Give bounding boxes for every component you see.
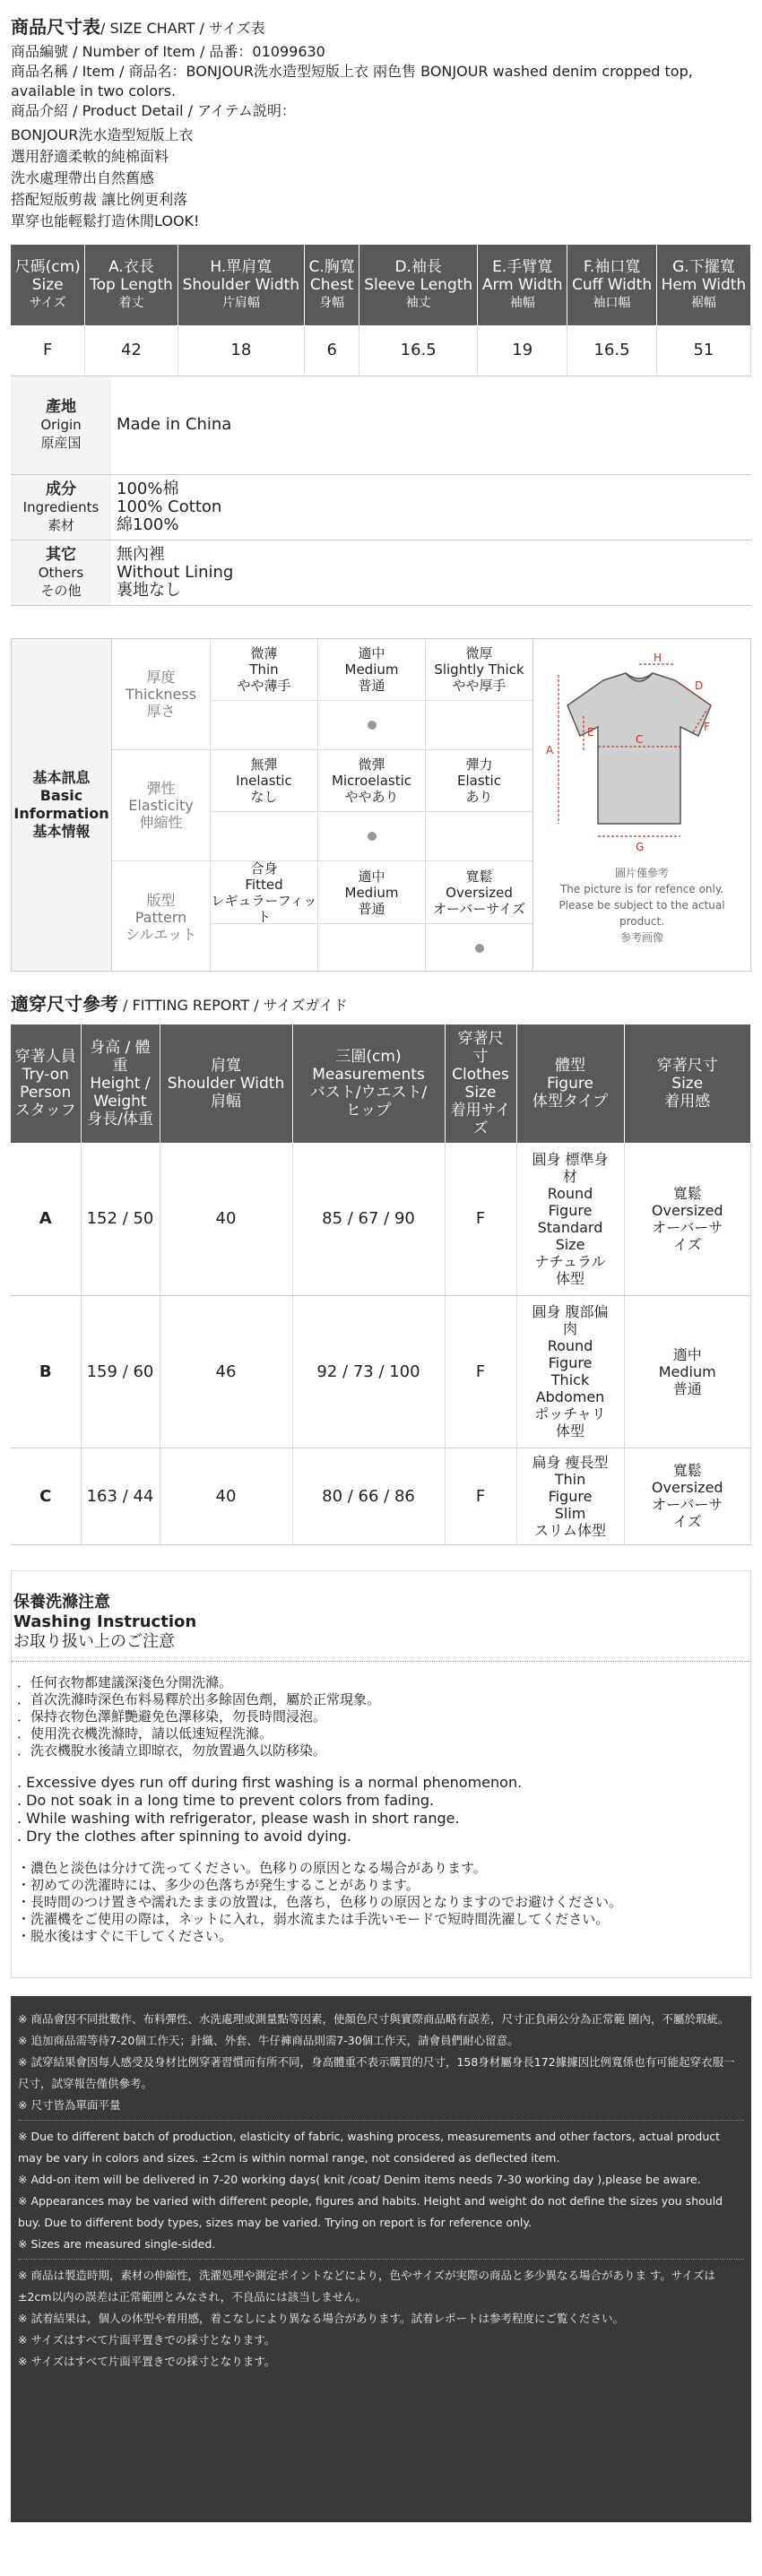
fit-cell-hw: 159 / 60 bbox=[81, 1295, 160, 1448]
item-number: 商品編號 / Number of Item / 品番：01099630 bbox=[11, 43, 325, 60]
notice-line: ※ 商品は製造時期，素材の伸縮性，洗濯処理や測定ポイントなどにより，色やサイズが実際の商品と多少異なる場合がありま す。サイズは±2cm以内の誤差は正常範囲とみなされ，不良品には該当しません。 bbox=[18, 2268, 715, 2304]
item-name: 商品名稱 / Item / 商品名：BONJOUR洗水造型短版上衣 兩色售 BONJOUR washed denim cropped top, bbox=[11, 63, 693, 80]
size-header-1: A.衣長 Top Length 着丈 bbox=[85, 245, 178, 325]
size-chart-title-en: / SIZE CHART / サイズ表 bbox=[100, 20, 265, 37]
fit-header-1: 身高 / 體重 Height / Weight 身長/体重 bbox=[81, 1024, 160, 1143]
size-cell: 6 bbox=[305, 325, 359, 376]
notice-line: ※ Appearances may be varied with different people, figures and habits. Height and weight do not define the sizes you should buy. Due to different body types, sizes may be varied. Trying on report is for reference only. bbox=[18, 2193, 723, 2229]
ingredients-label: 成分 Ingredients 素材 bbox=[11, 475, 111, 540]
notice-line: ※ 商品會因不同批數作、布料彈性、水洗處理或測量點等因素，使顏色尺寸與實際商品略有誤差，尺寸正負兩公分為正常範 圍內，不屬於瑕疵。 bbox=[18, 2011, 730, 2026]
fit-row bbox=[11, 1143, 751, 1295]
size-cell: 18 bbox=[178, 325, 305, 376]
washing-line: ・脱水後はすぐに干してください。 bbox=[17, 1927, 233, 1944]
basic-option: 無彈 Inelastic なし bbox=[211, 750, 318, 811]
fit-cell-person: B bbox=[11, 1295, 81, 1448]
fit-cell-person: C bbox=[11, 1448, 81, 1544]
fit-cell-meas: 92 / 73 / 100 bbox=[292, 1295, 445, 1448]
washing-line: . Do not soak in a long time to prevent colors from fading. bbox=[17, 1791, 435, 1809]
label-c: C bbox=[636, 733, 644, 746]
notice-line: ※ 試穿結果會因每人感受及身材比例穿著習慣而有所不同，身高體重不表示購買的尺寸，158身材屬身長172據據因比例寬係也有可能起穿衣服一尺寸，試穿報告僅供參考。 bbox=[18, 2054, 735, 2090]
fit-cell-size: F bbox=[445, 1143, 516, 1295]
label-g: G bbox=[636, 841, 645, 853]
size-header-4: D.袖長 Sleeve Length 袖丈 bbox=[359, 245, 478, 325]
washing-zh bbox=[12, 1674, 750, 1759]
notice-line: ※ 追加商品需等待7-20個工作天；針織、外套、牛仔褲商品則需7-30個工作天，請會員們耐心留意。 bbox=[18, 2033, 519, 2047]
material-info bbox=[11, 376, 751, 607]
notice-line: ※ Due to different batch of production, elasticity of fabric, washing process, measurements and other factors, actual product may be vary in colors and sizes. ±2cm is within normal range, not considered as deflected item. bbox=[18, 2129, 721, 2165]
size-header-3: C.胸寬 Chest 身幅 bbox=[305, 245, 359, 325]
size-cell: 19 bbox=[478, 325, 567, 376]
basic-option: 合身 Fitted レギュラーフィット bbox=[211, 860, 317, 925]
fit-cell-size: F bbox=[445, 1448, 516, 1544]
fit-cell-fit: 寬鬆 Oversized オーバーサ イズ bbox=[624, 1143, 751, 1295]
washing-line: ・濃色と淡色は分けて洗ってください。色移りの原因となる場合があります。 bbox=[17, 1859, 487, 1876]
notice-line: ※ サイズはすべて片面平置きでの採寸となります。 bbox=[18, 2354, 276, 2368]
basic-row-0 bbox=[112, 639, 533, 750]
image-note: 圖片僅參考 The picture is for refence only. Please be subject to the actual product. 参考画像 bbox=[559, 867, 725, 944]
notice-line: ※ 試着結果は，個人の体型や着用感，着こなしにより異なる場合があります。試着レポートは参考程度にご覧ください。 bbox=[18, 2311, 624, 2325]
label-d: D bbox=[695, 679, 704, 692]
notice-line: ※ Sizes are measured single-sided. bbox=[18, 2236, 216, 2251]
fit-cell-size: F bbox=[445, 1295, 516, 1448]
washing-line: . Excessive dyes run off during first washing is a normal phenomenon. bbox=[17, 1773, 523, 1791]
washing-line: . While washing with refrigerator, please wash in short range. bbox=[17, 1809, 460, 1827]
washing-line: ・洗濯機をご使用の際は，ネットに入れ，弱水流または手洗いモードで短時間洗濯してください。 bbox=[17, 1910, 610, 1927]
basic-info-label: 基本訊息 Basic Information 基本情報 bbox=[12, 639, 112, 971]
washing-line: ．保持衣物色澤鮮艷避免色澤移染，勿長時間浸泡。 bbox=[17, 1707, 327, 1725]
basic-option: 寬鬆 Oversized オーバーサイズ bbox=[432, 868, 526, 917]
size-cell: 16.5 bbox=[359, 325, 478, 376]
fit-cell-shoulder: 40 bbox=[160, 1143, 292, 1295]
washing-ja bbox=[12, 1860, 750, 1945]
fit-header-6: 穿著尺寸 Size 着用感 bbox=[624, 1024, 751, 1143]
size-chart-title: 商品尺寸表 bbox=[11, 16, 100, 38]
size-cell: 16.5 bbox=[567, 325, 657, 376]
fitting-title-en: / FITTING REPORT / サイズガイド bbox=[118, 997, 348, 1014]
label-e: E bbox=[587, 726, 594, 739]
basic-option: 適中 Medium 普通 bbox=[318, 639, 426, 700]
fit-row bbox=[11, 1448, 751, 1544]
selected-dot-icon bbox=[475, 944, 484, 953]
item-name-cont: available in two colors. bbox=[11, 82, 177, 99]
size-header-0: 尺碼(cm) Size サイズ bbox=[11, 245, 85, 325]
fit-cell-fit: 適中 Medium 普通 bbox=[624, 1295, 751, 1448]
fit-cell-person: A bbox=[11, 1143, 81, 1295]
fit-cell-fit: 寬鬆 Oversized オーバーサ イズ bbox=[624, 1448, 751, 1544]
notice-line: ※ Add-on item will be delivered in 7-20 working days( knit /coat/ Denim items needs 7-30 working day ),please be aware. bbox=[18, 2172, 701, 2186]
washing-line: ・長時間のつけ置きや濡れたままの放置は，色落ち，色移りの原因となりますのでお避けください。 bbox=[17, 1893, 623, 1910]
washing-line: ・初めての洗濯時には、多少の色落ちが発生することがあります。 bbox=[17, 1876, 420, 1893]
size-header-7: G.下擺寬 Hem Width 裾幅 bbox=[656, 245, 750, 325]
basic-row-label: 彈性 Elasticity 伸縮性 bbox=[112, 750, 211, 860]
others-value: 無內裡 Without Lining 裏地なし bbox=[111, 540, 751, 606]
fit-cell-figure: 圓身 標準身 材 Round Figure Standard Size ナチュラル 体型 bbox=[516, 1143, 624, 1295]
basic-row-1 bbox=[112, 750, 533, 861]
garment-diagram bbox=[533, 639, 750, 971]
basic-row-label: 厚度 Thickness 厚さ bbox=[112, 639, 211, 749]
fit-cell-shoulder: 46 bbox=[160, 1295, 292, 1448]
detail-label: 商品介紹 / Product Detail / アイテム説明： bbox=[11, 102, 296, 119]
notice-panel bbox=[11, 1996, 751, 2522]
size-cell: F bbox=[11, 325, 85, 376]
ingredients-value: 100%棉 100% Cotton 綿100% bbox=[111, 475, 751, 540]
washing-line: ．使用洗衣機洗滌時，請以低速短程洗滌。 bbox=[17, 1725, 273, 1742]
selected-dot-icon bbox=[368, 832, 377, 841]
origin-label: 產地 Origin 原産国 bbox=[11, 376, 111, 475]
fit-cell-meas: 80 / 66 / 86 bbox=[292, 1448, 445, 1544]
selected-dot-icon bbox=[368, 721, 377, 730]
size-header-6: F.袖口寬 Cuff Width 袖口幅 bbox=[567, 245, 657, 325]
fitting-table bbox=[11, 1024, 751, 1545]
washing-line: ．首次洗滌時深色布料易釋於出多餘固色劑，屬於正常現象。 bbox=[17, 1690, 381, 1707]
washing-line: ．洗衣機脫水後請立即晾衣，勿放置過久以防移染。 bbox=[17, 1742, 327, 1759]
fit-header-0: 穿著人員 Try-on Person スタッフ bbox=[11, 1024, 81, 1143]
washing-line: ．任何衣物都建議深淺色分開洗滌。 bbox=[17, 1673, 233, 1690]
fit-cell-hw: 152 / 50 bbox=[81, 1143, 160, 1295]
tshirt-measure-icon bbox=[541, 653, 738, 860]
origin-value: Made in China bbox=[111, 376, 751, 475]
size-header-5: E.手臂寬 Arm Width 袖幅 bbox=[478, 245, 567, 325]
fitting-title: 適穿尺寸參考 bbox=[11, 993, 118, 1015]
basic-row-label: 版型 Pattern シルエット bbox=[112, 861, 211, 972]
washing-line: . Dry the clothes after spinning to avoid dying. bbox=[17, 1827, 352, 1845]
washing-en bbox=[12, 1774, 750, 1846]
fit-header-2: 肩寬 Shoulder Width 肩幅 bbox=[160, 1024, 292, 1143]
basic-option: 適中 Medium 普通 bbox=[318, 861, 426, 923]
size-header-2: H.單肩寬 Shoulder Width 片肩幅 bbox=[178, 245, 305, 325]
fit-cell-figure: 扁身 瘦長型 Thin Figure Slim スリム体型 bbox=[516, 1448, 624, 1544]
label-f: F bbox=[704, 721, 710, 733]
size-table bbox=[11, 245, 751, 376]
size-cell: 51 bbox=[656, 325, 750, 376]
basic-option: 彈力 Elastic あり bbox=[457, 756, 501, 806]
size-row bbox=[11, 325, 751, 376]
label-h: H bbox=[654, 653, 662, 664]
fit-cell-meas: 85 / 67 / 90 bbox=[292, 1143, 445, 1295]
product-detail: BONJOUR洗水造型短版上衣 選用舒適柔軟的純棉面料 洗水處理帶出自然舊感 搭配短版剪裁 讓比例更利落 單穿也能輕鬆打造休閒LOOK! bbox=[11, 126, 200, 229]
washing-title: 保養洗滌注意 Washing Instruction お取り扱い上のご注意 bbox=[13, 1592, 197, 1651]
fit-row bbox=[11, 1295, 751, 1448]
washing-instructions bbox=[11, 1570, 751, 1978]
fit-header-5: 體型 Figure 体型タイプ bbox=[516, 1024, 624, 1143]
fit-cell-figure: 圓身 腹部偏 肉 Round Figure Thick Abdomen ポッチャリ 体型 bbox=[516, 1295, 624, 1448]
basic-row-2 bbox=[112, 861, 533, 972]
fit-header-3: 三圍(cm) Measurements バスト/ウエスト/ ヒップ bbox=[292, 1024, 445, 1143]
notice-line: ※ 尺寸皆為單面平量 bbox=[18, 2097, 121, 2112]
others-label: 其它 Others その他 bbox=[11, 540, 111, 606]
basic-option: 微厚 Slightly Thick やや厚手 bbox=[434, 645, 524, 695]
fit-cell-hw: 163 / 44 bbox=[81, 1448, 160, 1544]
basic-option: 微薄 Thin やや薄手 bbox=[211, 639, 318, 700]
basic-option: 微彈 Microelastic ややあり bbox=[318, 750, 426, 811]
fit-cell-shoulder: 40 bbox=[160, 1448, 292, 1544]
notice-line: ※ サイズはすべて片面平置きでの採寸となります。 bbox=[18, 2332, 276, 2347]
fit-header-4: 穿著尺 寸 Clothes Size 着用サイ ズ bbox=[445, 1024, 516, 1143]
basic-information bbox=[11, 638, 751, 972]
size-cell: 42 bbox=[85, 325, 178, 376]
label-a: A bbox=[546, 744, 554, 756]
